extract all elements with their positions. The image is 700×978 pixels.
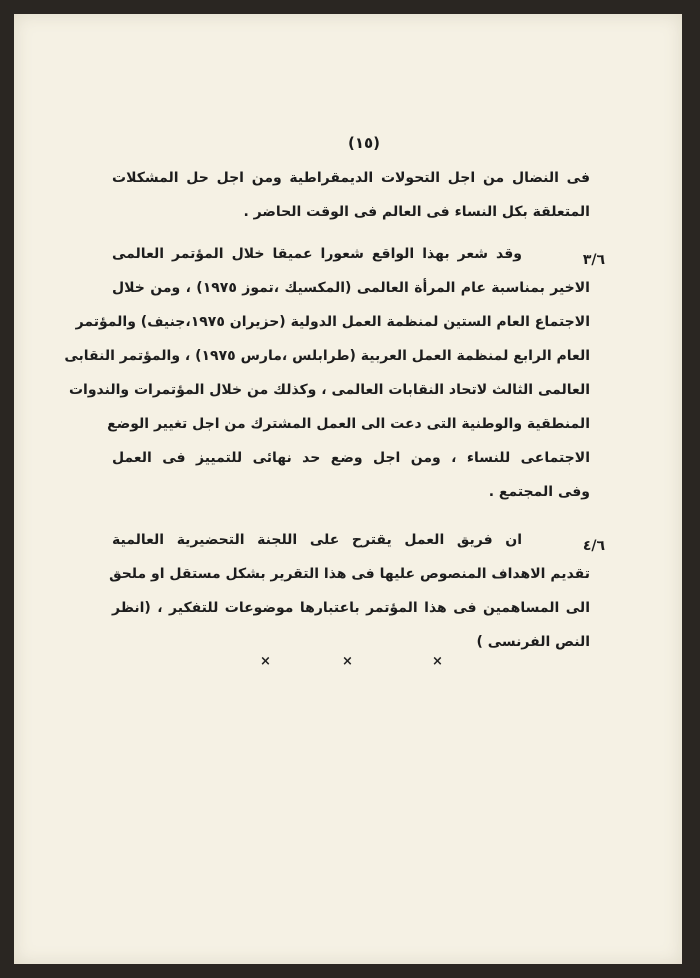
paragraph-4-6-line-2: تقديم الاهداف المنصوص عليها فى هذا التقرير بشكل مستقل او ملحق [109,566,590,582]
paragraph-3-6-line-2: الاخير بمناسبة عام المرأة العالمى (المكسيك ،تموز ١٩٧٥) ، ومن خلال [112,280,590,296]
intro-line-1: فى النضال من اجل التحولات الديمقراطية ومن اجل حل المشكلات [112,170,590,186]
end-mark: × [260,654,271,669]
page-number: (١٥) [347,134,381,152]
paragraph-3-6-line-6: المنطقية والوطنية التى دعت الى العمل المشترك من اجل تغيير الوضع [107,416,590,432]
paragraph-4-6-line-4: النص الفرنسى ) [476,634,590,650]
paragraph-4-6-line-1: ان فريق العمل يقترح على اللجنة التحضيرية العالمية [112,532,522,548]
paragraph-3-6-line-1: وقد شعر بهذا الواقع شعورا عميقا خلال المؤتمر العالمى [112,246,522,262]
end-mark: × [432,654,443,669]
paragraph-number-4-6: ٤/٦ [582,538,606,554]
paragraph-3-6-line-4: العام الرابع لمنظمة العمل العربية (طرابلس ،مارس ١٩٧٥) ، والمؤتمر النقابى [64,348,590,364]
paragraph-4-6-line-3: الى المساهمين فى هذا المؤتمر باعتبارها موضوعات للتفكير ، (انظر [112,600,590,616]
document-page [14,14,682,964]
intro-line-2: المتعلقة بكل النساء فى العالم فى الوقت الحاضر . [243,204,590,220]
paragraph-number-3-6: ٣/٦ [582,252,606,268]
paragraph-3-6-line-8: وفى المجتمع . [488,484,590,500]
paragraph-3-6-line-7: الاجتماعى للنساء ، ومن اجل وضع حد نهائى للتمييز فى العمل [112,450,590,466]
end-mark: × [342,654,353,669]
paragraph-3-6-line-5: العالمى الثالث لاتحاد النقابات العالمى ، وكذلك من خلال المؤتمرات والندوات [68,382,590,398]
paragraph-3-6-line-3: الاجتماع العام الستين لمنظمة العمل الدولية (حزيران ١٩٧٥،جنيف) والمؤتمر [75,314,590,330]
